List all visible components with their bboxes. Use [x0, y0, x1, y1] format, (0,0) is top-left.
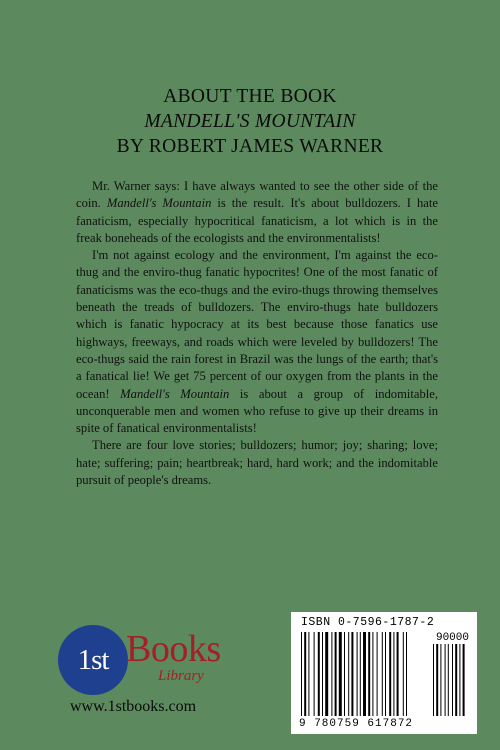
description-paragraph-2: I'm not against ecology and the environment, I'm against the eco-thug and the enviro-thug fanatic hypocrites! One of the most fanatic of fanaticisms was the eco-thugs and the eviro-thugs throwing themselves beneath the treads of bulldozers. The enviro-thugs hate bulldozers which is fanatic hypocracy at its best because those fanatics use highways, freeways, and roads which were leveled by bulldozers! The eco-thugs said the rain forest in Brazil was the lungs of the earth; that's a fanatical lie! We get 75 percent of our oxygen from the plants in the ocean! Mandell's Mountain is about a group of indomitable, unconquerable men and women who refuse to give up their dreams in spite of fanatical environmentalists!	[76, 248, 438, 436]
logo-number: 1st	[77, 643, 109, 676]
logo-circle-icon	[58, 625, 128, 695]
isbn-label: ISBN 0-7596-1787-2	[301, 616, 435, 629]
isbn-digits: 9 780759 617872	[299, 718, 414, 730]
price-code: 90000	[435, 632, 469, 644]
isbn-barcode	[291, 612, 477, 734]
description-paragraph-3: There are four love stories; bulldozers; humor; joy; sharing; love; hate; suffering; pain; heartbreak; hard, hard work; and the indomitable pursuit of people's dreams.	[76, 438, 438, 488]
book-description	[76, 178, 438, 489]
publisher-url: www.1stbooks.com	[70, 698, 197, 715]
book-title-inline: Mandell's Mountain	[106, 196, 212, 211]
publisher-logo	[58, 625, 238, 695]
logo-books-text: Books	[126, 628, 221, 670]
description-paragraph-1: Mr. Warner says: I have always wanted to see the other side of the coin. Mandell's Mountain is the result. It's about bulldozers. I hate fanaticism, especially hypocritical fanaticism, a lot which is in the freak boneheads of the ecologists and the environmentalists!	[76, 179, 438, 245]
logo-library-text: Library	[158, 668, 204, 684]
book-title: MANDELL'S MOUNTAIN	[144, 111, 356, 132]
book-title-inline: Mandell's Mountain	[120, 386, 230, 401]
book-title-block	[0, 84, 500, 159]
about-heading: ABOUT THE BOOK	[163, 86, 337, 107]
author-byline: BY ROBERT JAMES WARNER	[116, 136, 384, 157]
barcode-bars-icon	[299, 632, 469, 718]
